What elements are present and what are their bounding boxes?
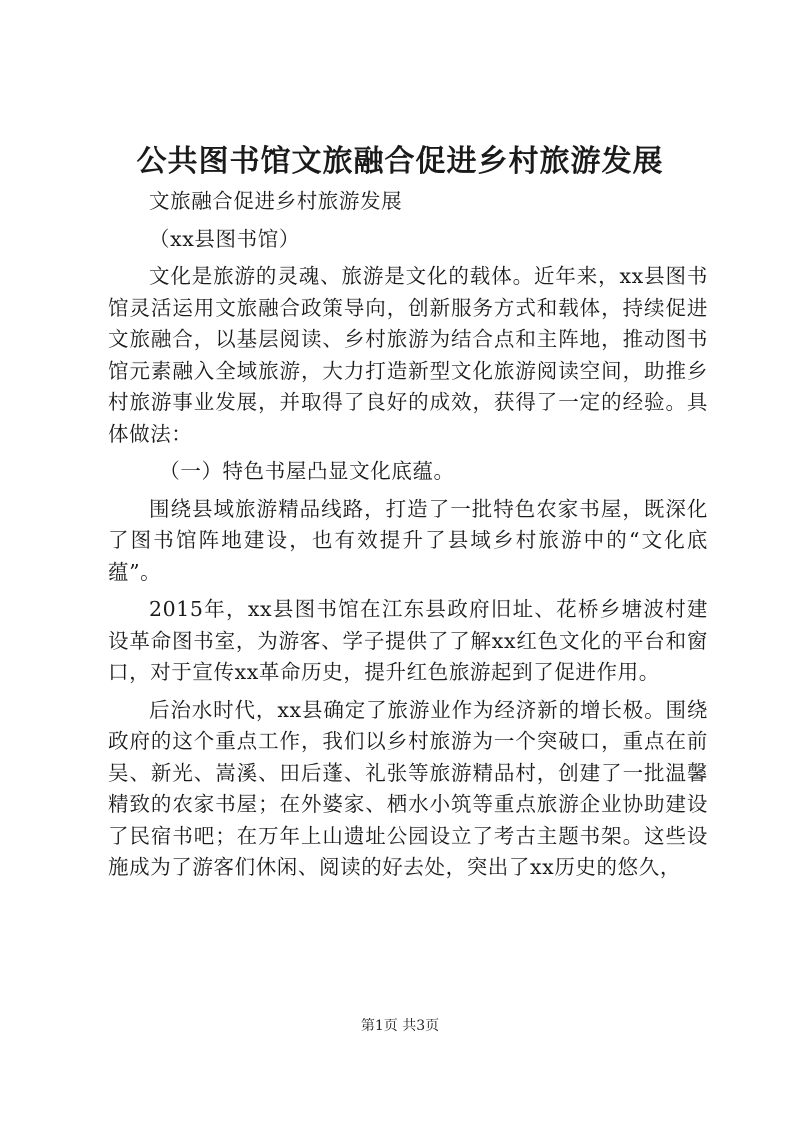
section-heading: （一）特色书屋凸显文化底蕴。 xyxy=(159,459,455,483)
body-paragraph: 后治水时代，xx县确定了旅游业作为经济新的增长极。围绕政府的这个重点工作，我们以乡村旅游为一个突破口，重点在前吴、新光、嵩溪、田后蓬、礼张等旅游精品村，创建了一批温馨精致的农家书屋；在外婆家、栖水小筑等重点旅游企业协助建设了民宿书吧；在万年上山遗址公园设立了考古主题书架。这些设施成为了游客们休闲、阅读的好去处，突出了xx历史的悠久， xyxy=(108,697,708,879)
document-body xyxy=(108,186,708,890)
body-paragraph: 2015年，xx县图书馆在江东县政府旧址、花桥乡塘波村建设革命图书室，为游客、学子提供了了解xx红色文化的平台和窗口，对于宣传xx革命历史，提升红色旅游起到了促进作用。 xyxy=(108,597,708,684)
author-paragraph: （xx县图书馆） xyxy=(149,226,300,251)
subtitle-paragraph: 文旅融合促进乡村旅游发展 xyxy=(149,189,403,213)
body-paragraph: 围绕县域旅游精品线路，打造了一批特色农家书屋，既深化了图书馆阵地建设，也有效提升了县域乡村旅游中的“文化底蕴”。 xyxy=(108,496,708,584)
intro-paragraph: 文化是旅游的灵魂、旅游是文化的载体。近年来，xx县图书馆灵活运用文旅融合政策导向，创新服务方式和载体，持续促进文旅融合，以基层阅读、乡村旅游为结合点和主阵地，推动图书馆元素融入全域旅游，大力打造新型文化旅游阅读空间，助推乡村旅游事业发展，并取得了良好的成效，获得了一定的经验。具体做法： xyxy=(108,264,708,446)
document-title: 公共图书馆文旅融合促进乡村旅游发展 xyxy=(136,144,664,179)
page-number: 第1页 共3页 xyxy=(360,1018,440,1034)
